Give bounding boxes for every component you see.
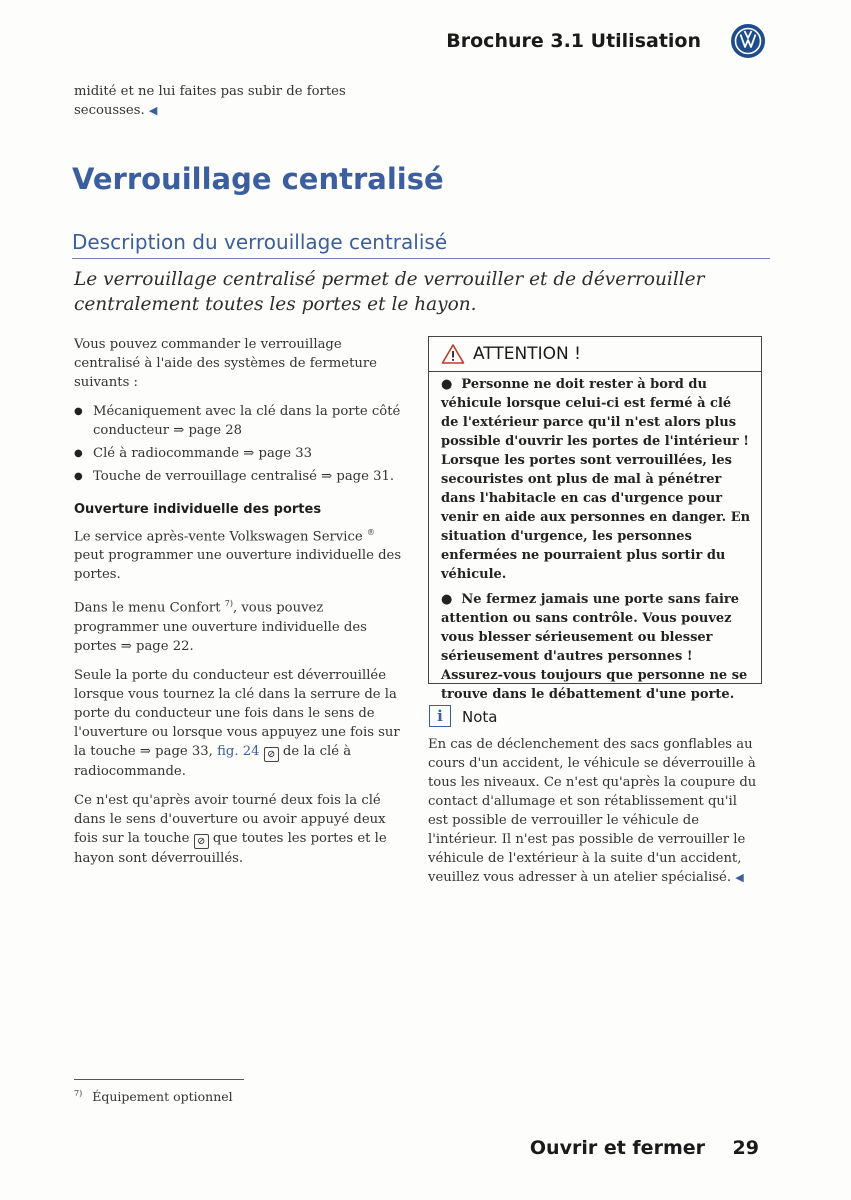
paragraph: Dans le menu Confort $^{7)}$, vous pouvez programmer une ouverture individuelle des portes ⇒ page 22.	[74, 599, 367, 654]
footnote-marker: 7)	[74, 1089, 83, 1098]
warning-header	[429, 337, 761, 372]
subsection-title: Description du verrouillage centralisé	[72, 230, 448, 254]
footnote-divider	[74, 1079, 244, 1080]
paragraph: Seule la porte du conducteur est déverrouillée lorsque vous tournez la clé dans la serrure de la porte du conducteur une fois dans le sens de l'ouverture ou lorsque vous appuyez une fois sur la touche ⇒ page 33, fig. 24 ⊘ de la clé à radiocommande.	[74, 667, 400, 779]
page-ref-link[interactable]: ⇒ page 33	[243, 446, 313, 461]
footnote-ref[interactable]: 7)	[224, 599, 233, 609]
running-header: Brochure 3.1 Utilisation	[446, 30, 701, 52]
note-title: Nota	[462, 708, 498, 726]
list-item: ● Mécaniquement avec la clé dans la porte côté conducteur ⇒ page 28	[74, 402, 402, 440]
page-ref-link[interactable]: ⇒ page 33,	[139, 743, 213, 759]
closing-systems-list	[74, 402, 402, 486]
unlock-key-icon: ⊘	[194, 834, 209, 849]
paragraph: Ce n'est qu'après avoir tourné deux fois la clé dans le sens d'ouverture ou avoir appuyé deux fois sur la touche ⊘ que toutes les portes et le hayon sont déverrouillés.	[74, 792, 387, 866]
page-ref-link[interactable]: ⇒ page 31.	[321, 469, 395, 484]
note-text: En cas de déclenchement des sacs gonflables au cours d'un accident, le véhicule se déverrouille à tous les niveaux. Ce n'est qu'après la coupure du contact d'allumage et son rétablissement qu'il est possible de verrouiller le véhicule de l'intérieur. Il n'est pas possible de verrouiller le véhicule de l'extérieur à la suite d'un accident, veuillez vous adresser à un atelier spécialisé. ◀	[428, 737, 757, 885]
footnote: $^{7)}$ Équipement optionnel	[74, 1089, 233, 1105]
end-marker-icon: ◀	[148, 104, 158, 117]
warning-title: ATTENTION !	[473, 344, 581, 364]
title-divider	[72, 258, 770, 259]
figure-ref-link[interactable]: fig. 24	[217, 743, 260, 759]
lead-paragraph: Le verrouillage centralisé permet de verrouiller et de déverrouiller centralement toutes les portes et le hayon.	[74, 269, 705, 315]
list-item: ● Touche de verrouillage centralisé ⇒ page 31.	[74, 467, 402, 486]
paragraph: Vous pouvez commander le verrouillage centralisé à l'aide des systèmes de fermeture suivants :	[74, 337, 377, 390]
warning-bullet: ● Personne ne doit rester à bord du véhicule lorsque celui-ci est fermé à clé de l'extérieur parce qu'il n'est alors plus possible d'ouvrir les portes de l'intérieur ! Lorsque les portes sont verrouillées, les secouristes ont plus de mal à pénétrer dans l'habitacle en cas d'urgence pour venir en aide aux personnes en danger. En situation d'urgence, les personnes enfermées ne pourraient plus sortir du véhicule.	[441, 377, 751, 582]
warning-text	[441, 375, 753, 710]
left-column	[74, 335, 402, 878]
end-marker-icon: ◀	[735, 871, 744, 884]
warning-triangle-icon	[441, 343, 465, 369]
vw-logo-icon	[731, 24, 765, 58]
page-ref-link[interactable]: ⇒ page 22.	[120, 638, 194, 654]
registered-mark: ®	[366, 528, 375, 537]
carryover-paragraph: midité et ne lui faites pas subir de fortes secousses. ◀	[74, 84, 346, 118]
unlock-key-icon: ⊘	[264, 747, 279, 762]
page-ref-link[interactable]: ⇒ page 28	[173, 423, 243, 438]
warning-box	[428, 336, 762, 702]
section-title: Verrouillage centralisé	[72, 162, 444, 196]
warning-bullet: ● Ne fermez jamais une porte sans faire attention ou sans contrôle. Vous pouvez vous blesser sérieusement ou blesser sérieusement d'autres personnes ! Assurez-vous toujours que personne ne se trouve dans le débattement d'une porte.	[441, 592, 748, 702]
info-icon: i	[429, 705, 451, 727]
subheading: Ouverture individuelle des portes	[74, 502, 322, 517]
footer-section-title: Ouvrir et fermer	[529, 1137, 705, 1159]
page-number: 29	[732, 1137, 759, 1159]
paragraph: Le service après-vente Volkswagen Service ® peut programmer une ouverture individuelle des portes.	[74, 528, 402, 583]
list-item: ● Clé à radiocommande ⇒ page 33	[74, 444, 402, 463]
